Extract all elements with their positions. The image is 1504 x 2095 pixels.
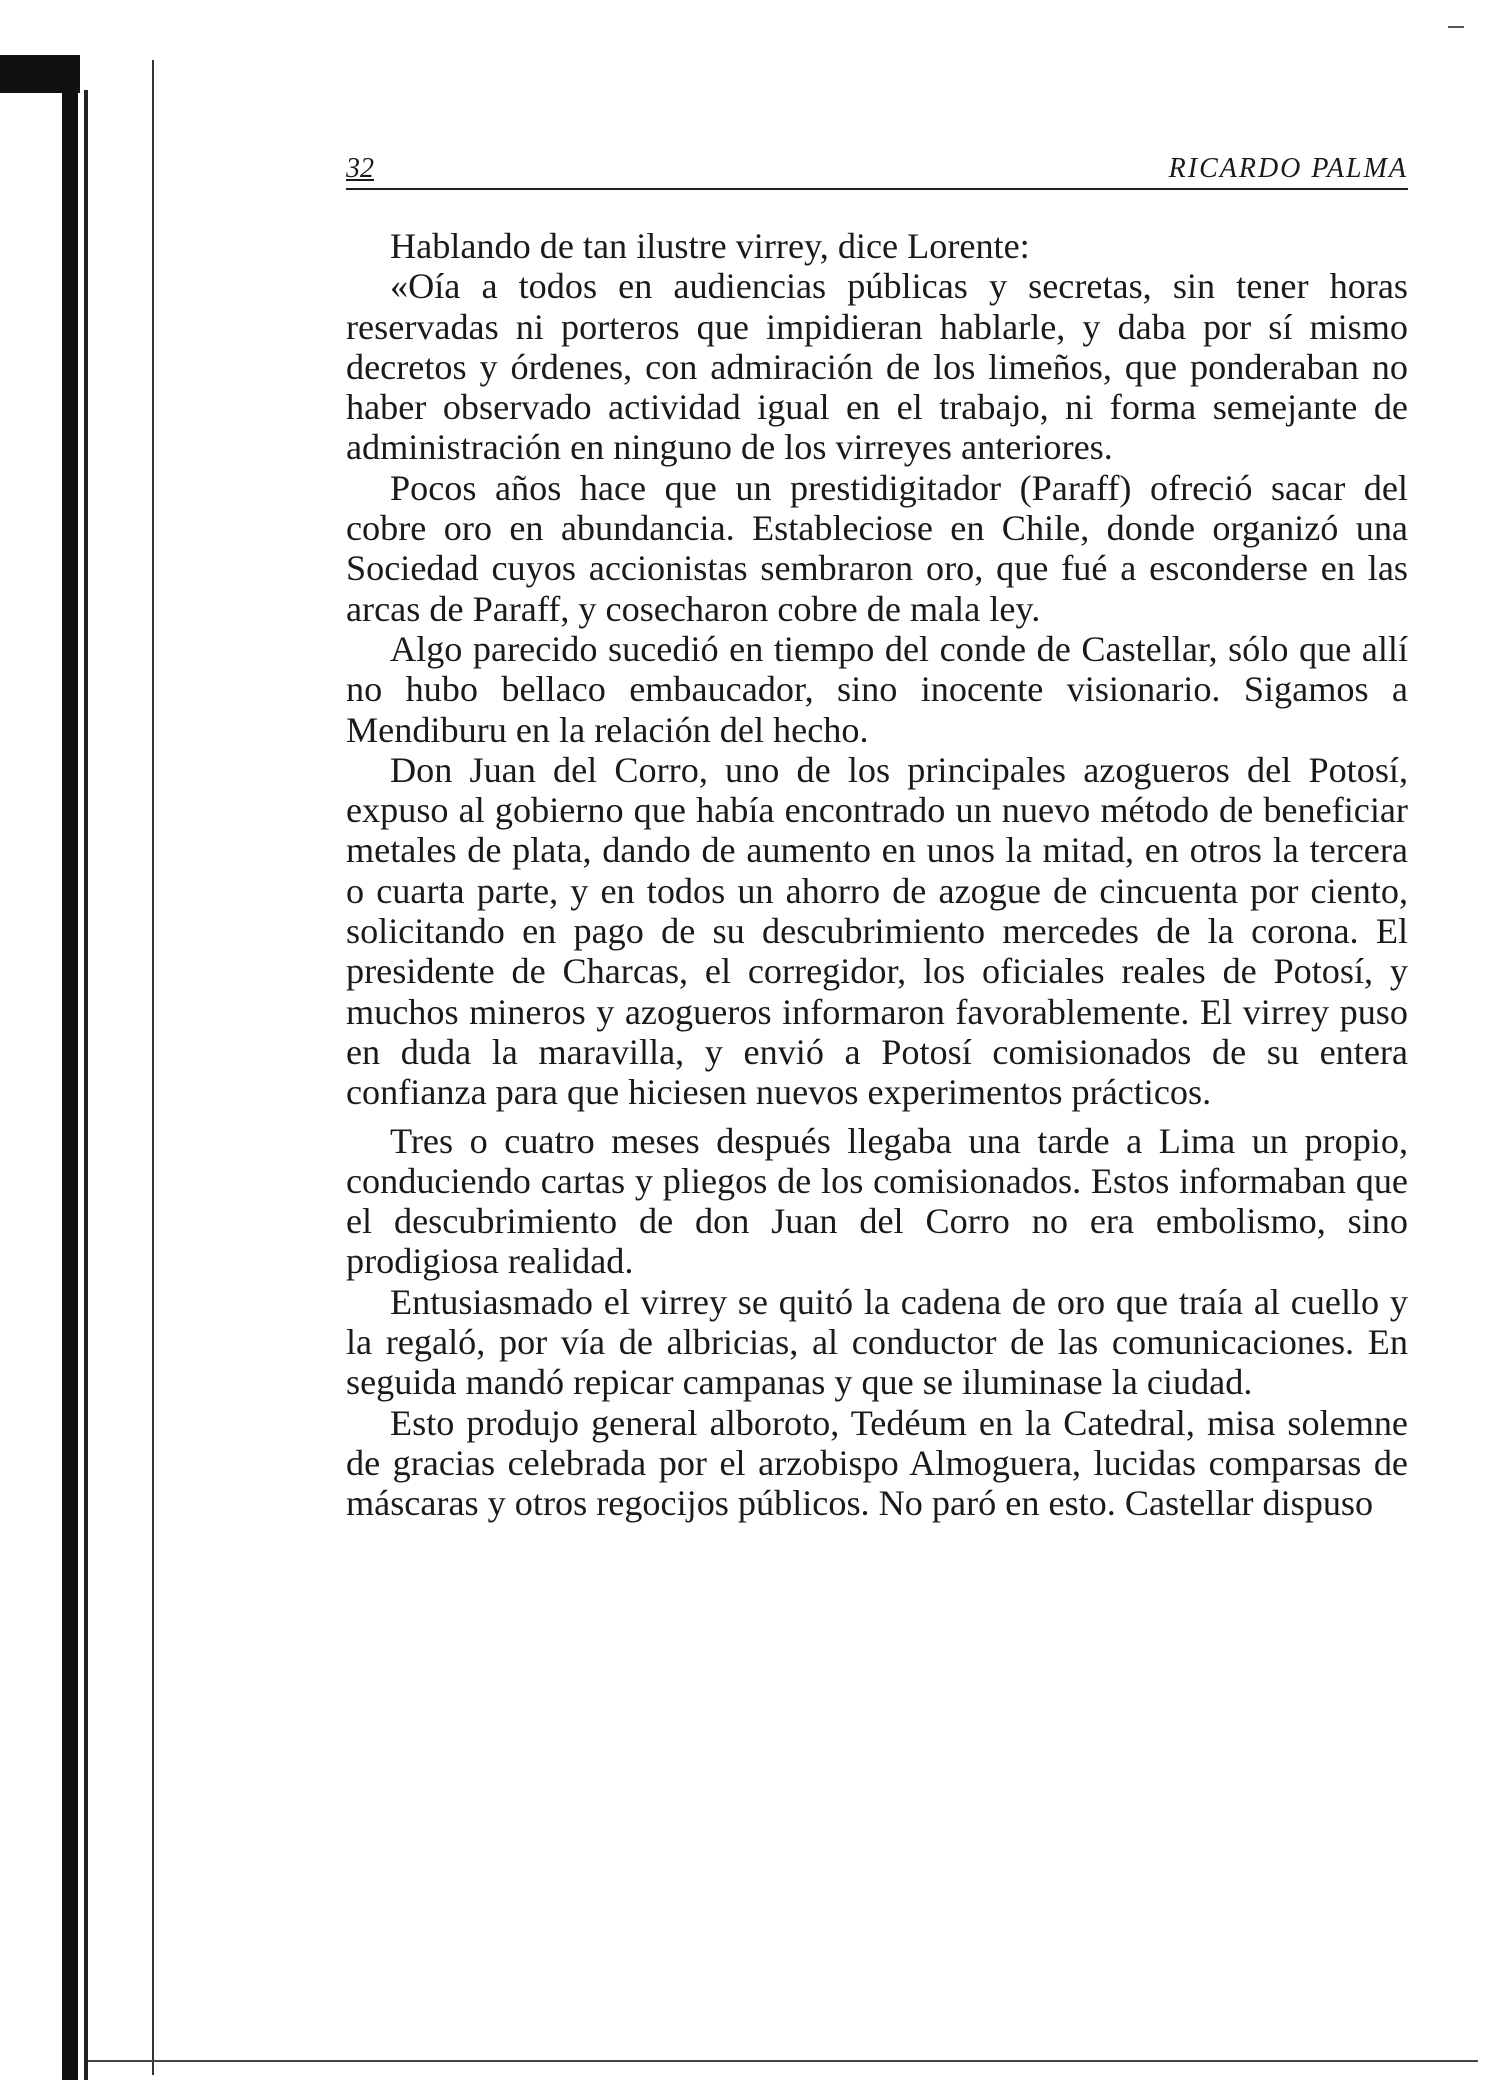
paragraph: Algo parecido sucedió en tiempo del conde de Castellar, sólo que allí no hubo bellaco embaucador, sino inocente visionario. Sigamos a Mendiburu en la relación del hecho.: [346, 628, 1408, 750]
paragraph: Don Juan del Corro, uno de los principales azogueros del Potosí, expuso al gobierno que había encontrado un nuevo método de beneficiar metales de plata, dando de aumento en unos la mitad, en otros la tercera o cuarta parte, y en todos un ahorro de azogue de cincuenta por ciento, solicitando en pago de su descubrimiento mercedes de la corona. El presidente de Charcas, el corregidor, los oficiales reales de Potosí, y muchos mineros y azogueros informaron favorablemente. El virrey puso en duda la maravilla, y envió a Potosí comisionados de su entera confianza para que hiciesen nuevos experimentos prácticos.: [346, 749, 1408, 1113]
page-header: [346, 152, 1408, 190]
body-text: [346, 226, 1408, 1524]
paragraph: «Oía a todos en audiencias públicas y secretas, sin tener horas reservadas ni porteros que impidieran hablarle, y daba por sí mismo decretos y órdenes, con admiración de los limeños, que ponderaban no haber observado actividad igual en el trabajo, ni forma semejante de administración en ninguno de los virreyes anteriores.: [346, 266, 1408, 468]
running-head: RICARDO PALMA: [1168, 153, 1408, 184]
binding-edge-inner: [84, 90, 88, 2080]
paragraph: Hablando de tan ilustre virrey, dice Lorente:: [390, 226, 1030, 266]
binding-edge: [62, 55, 78, 2080]
page-number: 32: [346, 153, 374, 184]
paragraph: Tres o cuatro meses después llegaba una tarde a Lima un propio, conduciendo cartas y pliegos de los comisionados. Estos informaban que el descubrimiento de don Juan del Corro no era embolismo, sino prodigiosa realidad.: [346, 1120, 1408, 1282]
paragraph: Entusiasmado el virrey se quitó la cadena de oro que traía al cuello y la regaló, por vía de albricias, al conductor de las comunicaciones. En seguida mandó repicar campanas y que se iluminase la ciudad.: [346, 1281, 1408, 1403]
paragraph: Pocos años hace que un prestidigitador (Paraff) ofreció sacar del cobre oro en abundancia. Estableciose en Chile, donde organizó una Sociedad cuyos accionistas sembraron oro, que fué a esconderse en las arcas de Paraff, y cosecharon cobre de mala ley.: [346, 467, 1408, 629]
scan-corner-mark: [1448, 26, 1464, 28]
page-bottom-edge: [88, 2060, 1478, 2062]
paragraph: Esto produjo general alboroto, Tedéum en la Catedral, misa solemne de gracias celebrada por el arzobispo Almoguera, lucidas comparsas de máscaras y otros regocijos públicos. No paró en esto. Castellar dispuso: [346, 1402, 1408, 1524]
page-gutter-line: [152, 60, 154, 2075]
